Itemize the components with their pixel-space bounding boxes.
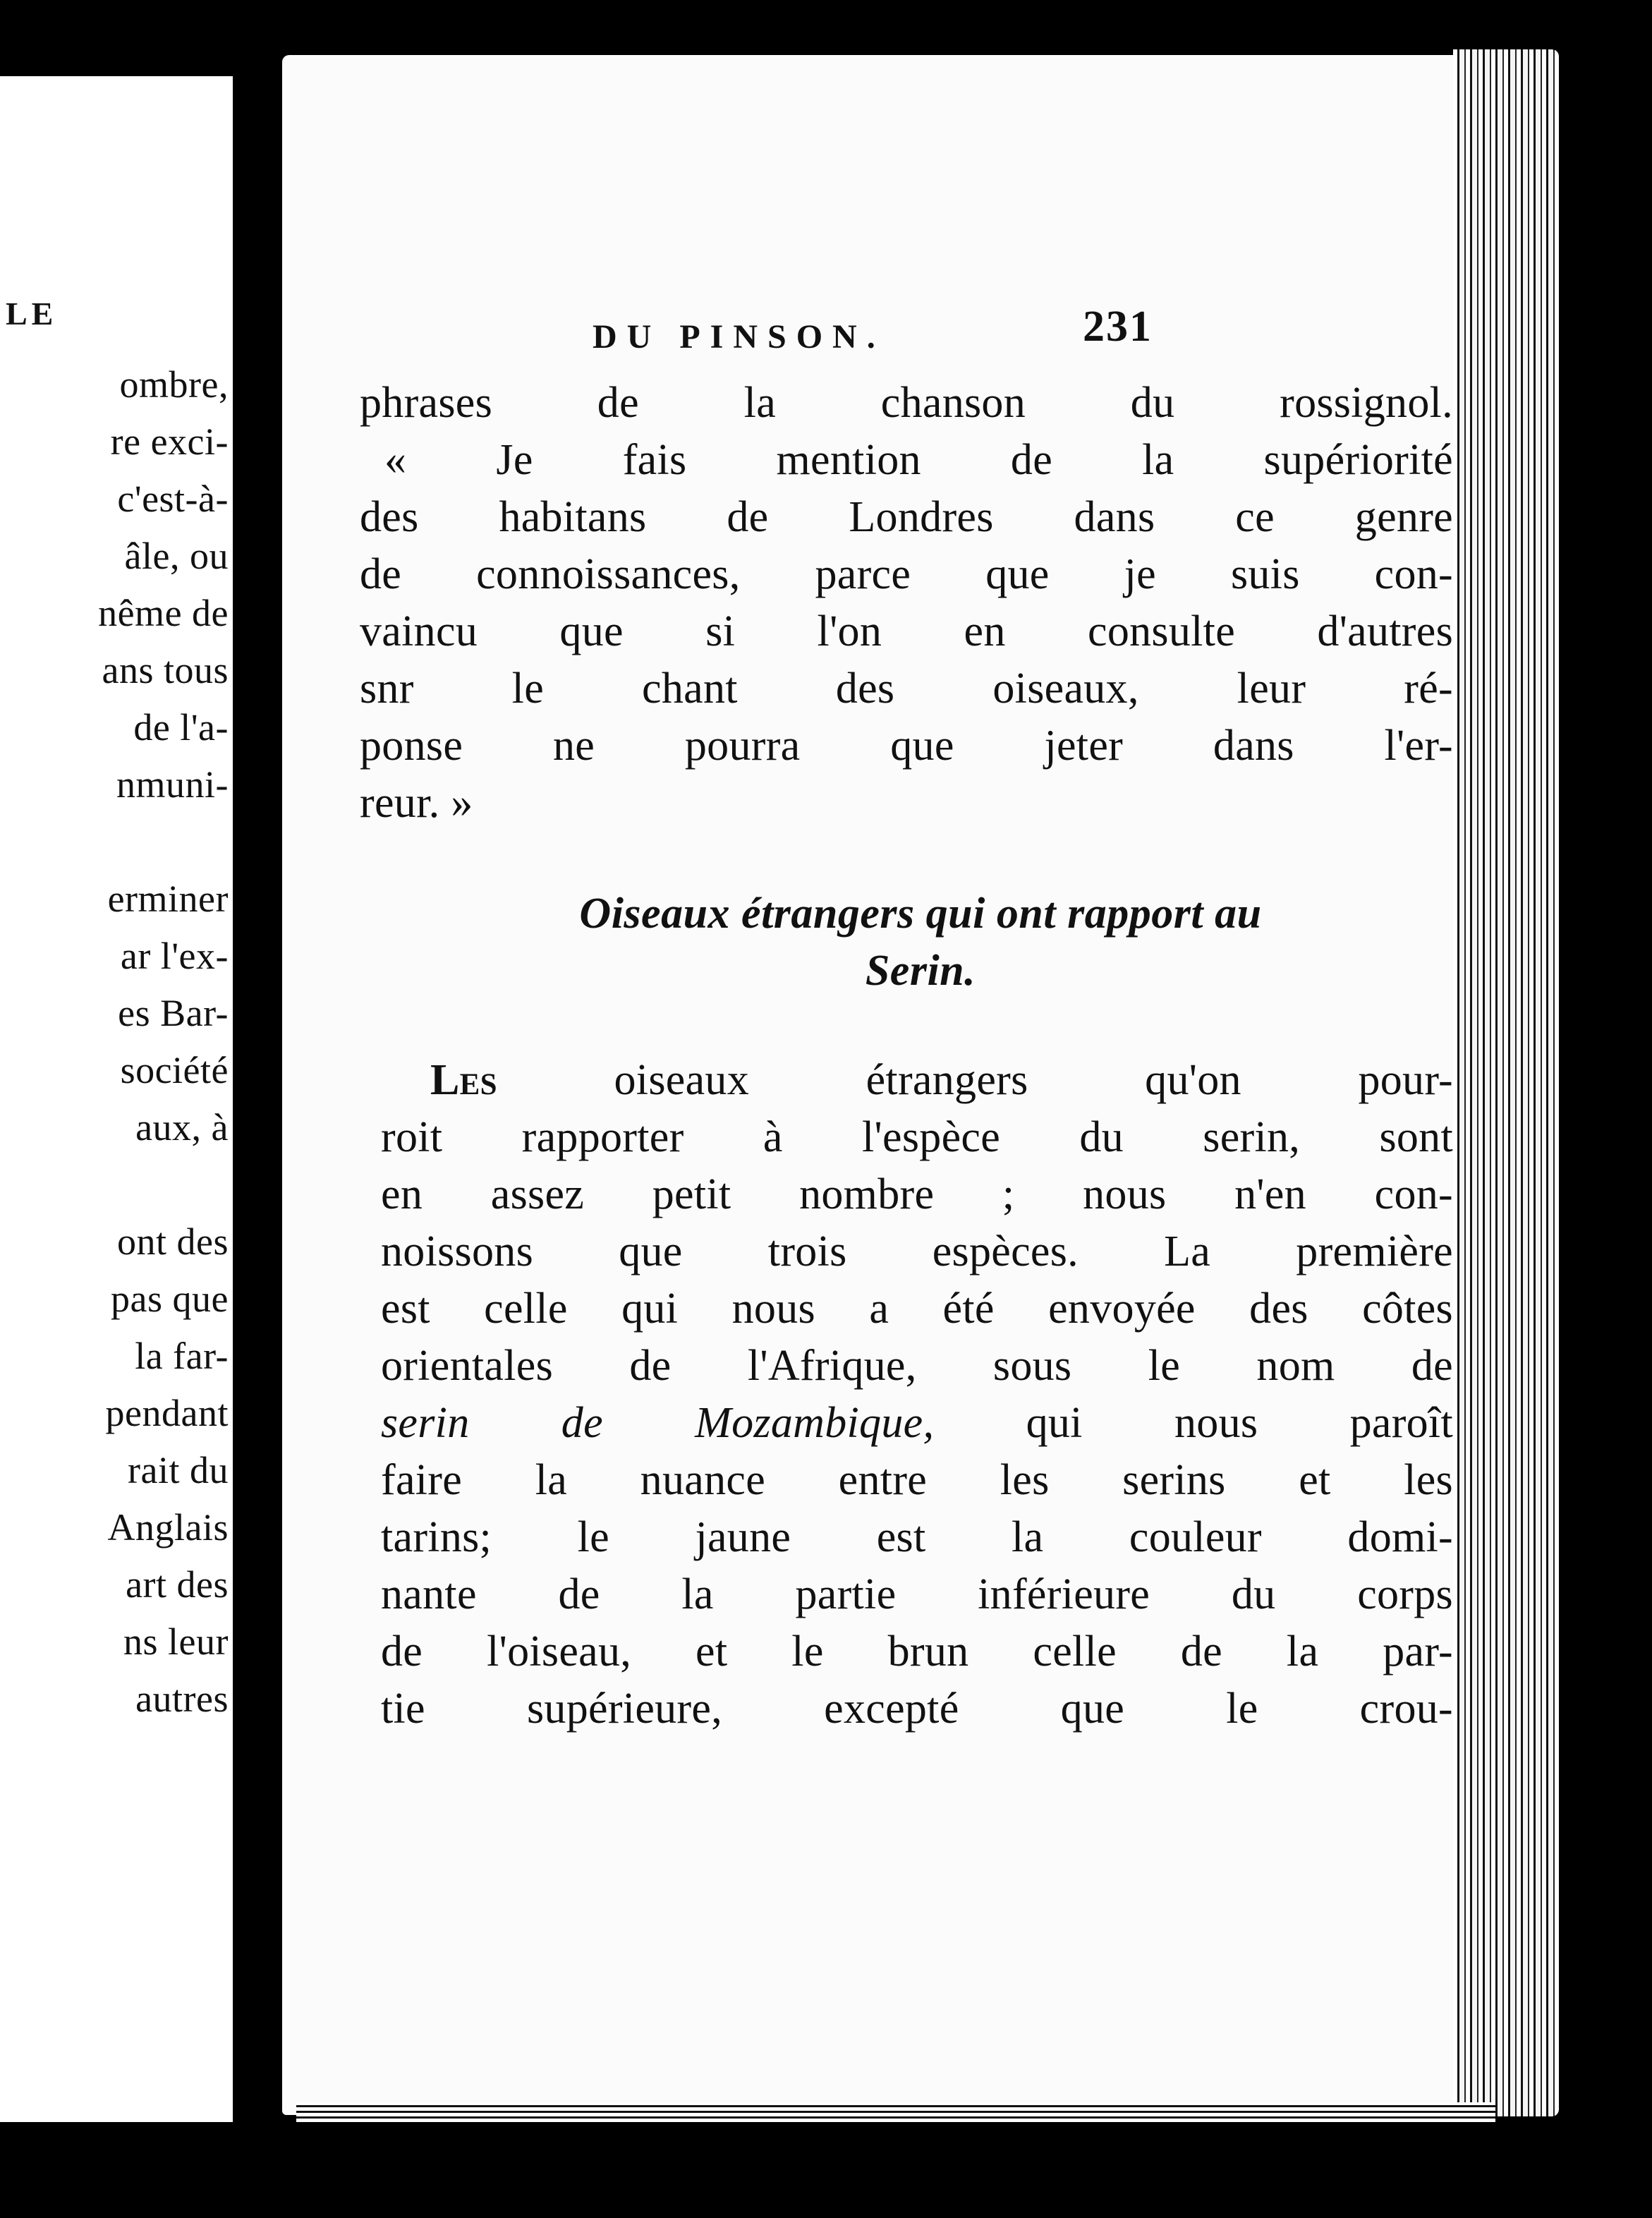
bottom-page-edges <box>296 2102 1495 2122</box>
left-page-line: âle, ou <box>124 535 229 577</box>
first-line-rest: oiseaux étrangers qu'on pour- <box>614 1056 1453 1104</box>
left-page-line: c'est-à- <box>117 478 229 520</box>
paragraph1-line: des habitans de Londres dans ce genre <box>360 493 1453 541</box>
page-edges <box>1453 49 1559 2116</box>
book-gutter <box>233 42 289 2145</box>
left-page-line: nmuni- <box>116 763 229 806</box>
left-page-line: ns leur <box>123 1620 229 1663</box>
left-page-line: ar l'ex- <box>120 935 229 977</box>
left-page <box>0 76 233 2122</box>
paragraph2-italic-line <box>381 1401 1453 1445</box>
left-page-line: rait du <box>128 1449 229 1491</box>
paragraph1-line: reur. » <box>360 779 473 827</box>
left-page-line: ont des <box>117 1220 229 1263</box>
left-running-head: LE <box>6 296 58 332</box>
section-heading-line: Oiseaux étrangers qui ont rapport au <box>579 890 1262 938</box>
left-page-line: pas que <box>111 1278 229 1320</box>
italic-phrase: serin de Mozambique, <box>381 1399 935 1447</box>
paragraph1-line: phrases de la chanson du rossignol. <box>360 379 1453 427</box>
left-page-line: art des <box>126 1563 229 1606</box>
left-page-line: aux, à <box>135 1106 229 1149</box>
paragraph2-first-line <box>430 1058 1453 1102</box>
left-page-line: ombre, <box>119 363 229 406</box>
left-page-line: nême de <box>98 592 229 634</box>
dropcap-word: Les <box>430 1056 497 1104</box>
section-heading-line: Serin. <box>865 947 976 995</box>
left-page-text-column <box>0 76 233 2122</box>
paragraph2-line: noissons que trois espèces. La première <box>381 1228 1453 1275</box>
paragraph2-line: tie supérieure, excepté que le crou- <box>381 1685 1453 1733</box>
left-page-line: ans tous <box>102 649 229 691</box>
left-page-line: la far- <box>135 1335 229 1377</box>
paragraph2-line: tarins; le jaune est la couleur domi- <box>381 1513 1453 1561</box>
running-head: DU PINSON. <box>593 318 885 356</box>
paragraph1-line: snr le chant des oiseaux, leur ré- <box>360 665 1453 713</box>
left-page-line: société <box>120 1049 229 1091</box>
paragraph2-line: orientales de l'Afrique, sous le nom de <box>381 1342 1453 1390</box>
left-page-line: Anglais <box>107 1506 229 1549</box>
left-page-line: re exci- <box>110 420 229 463</box>
paragraph1-line: vaincu que si l'on en consulte d'autres <box>360 607 1453 655</box>
right-page <box>282 55 1453 2115</box>
paragraph1-line: ponse ne pourra que jeter dans l'er- <box>360 722 1453 770</box>
paragraph2-line: en assez petit nombre ; nous n'en con- <box>381 1170 1453 1218</box>
left-page-line: pendant <box>105 1392 229 1434</box>
paragraph2-line: faire la nuance entre les serins et les <box>381 1456 1453 1504</box>
paragraph2-line: nante de la partie inférieure du corps <box>381 1570 1453 1618</box>
left-page-line: de l'a- <box>133 706 229 749</box>
paragraph2-line: est celle qui nous a été envoyée des côtes <box>381 1285 1453 1333</box>
paragraph2-line: de l'oiseau, et le brun celle de la par- <box>381 1628 1453 1675</box>
left-page-line: es Bar- <box>118 992 229 1034</box>
paragraph2-line: roit rapporter à l'espèce du serin, sont <box>381 1113 1453 1161</box>
left-page-line: erminer <box>107 878 229 920</box>
page-number: 231 <box>1083 303 1153 351</box>
left-page-line: autres <box>135 1678 229 1720</box>
paragraph1-line: de connoissances, parce que je suis con- <box>360 550 1453 598</box>
paragraph1-line: « Je fais mention de la supériorité <box>384 436 1453 484</box>
italic-line-rest: qui nous paroît <box>1026 1399 1453 1447</box>
